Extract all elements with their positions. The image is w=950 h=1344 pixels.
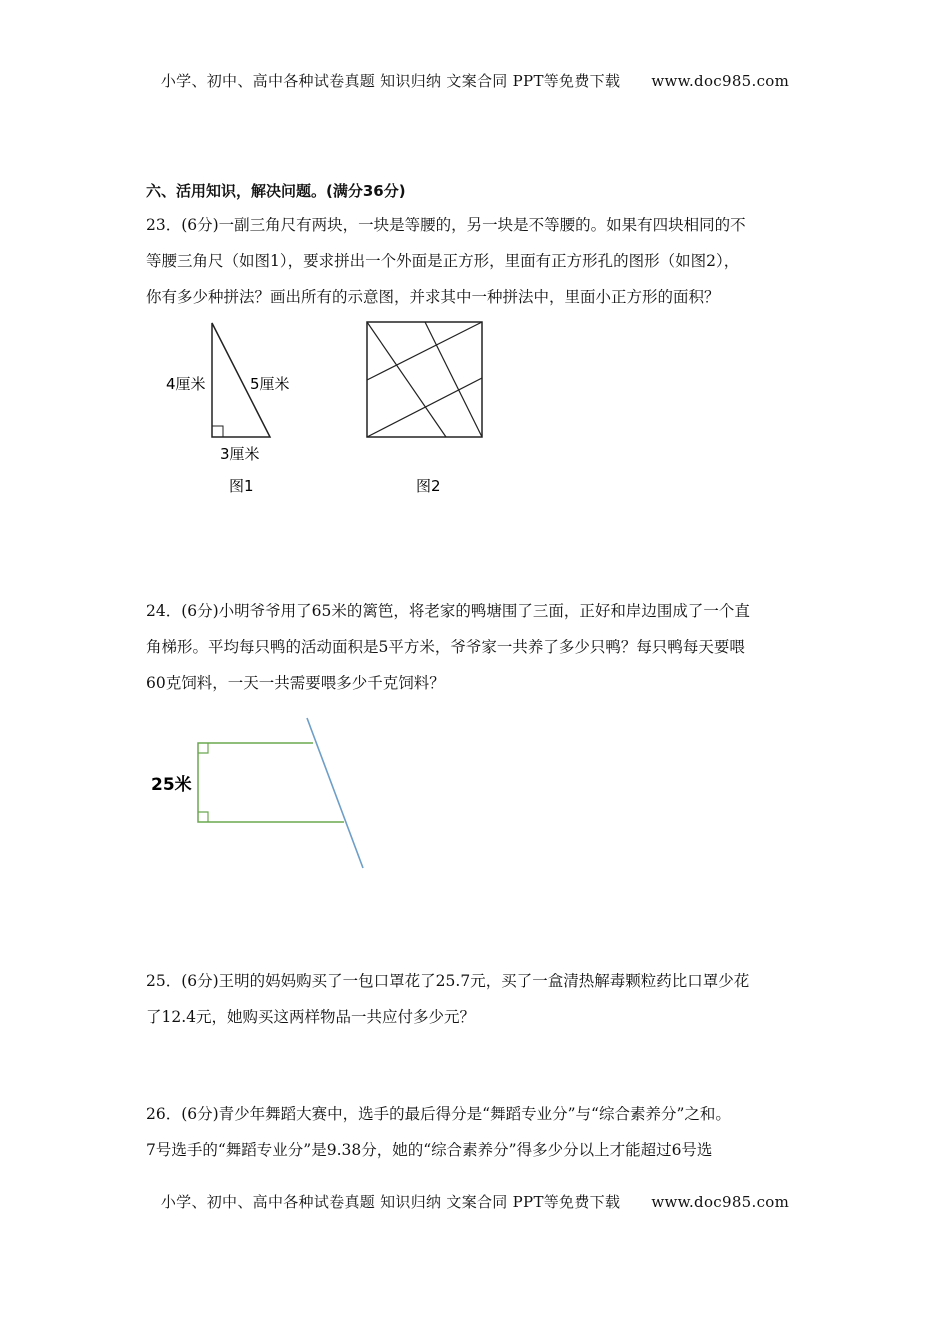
fence: [198, 743, 344, 822]
q25-line: 了12.4元，她购买这两样物品一共应付多少元？: [146, 1008, 476, 1026]
footer-site: www.doc985.com: [651, 1193, 790, 1211]
header-text: 小学、初中、高中各种试卷真题 知识归纳 文案合同 PPT等免费下载: [160, 72, 621, 90]
section-title: 六、活用知识，解决问题。(满分36分): [146, 182, 406, 200]
q24-line: 60克饲料，一天一共需要喂多少千克饲料？: [146, 674, 445, 692]
q23-line: 等腰三角尺（如图1），要求拼出一个外面是正方形，里面有正方形孔的图形（如图2），: [146, 252, 740, 270]
question-24: [146, 593, 806, 701]
right-angle-mark: [198, 743, 208, 753]
side-c-label: 5厘米: [250, 375, 290, 393]
side-b-label: 3厘米: [220, 445, 260, 463]
shore-line: [307, 718, 363, 868]
q23-line: 23．(6分)一副三角尺有两块，一块是等腰的，另一块是不等腰的。如果有四块相同的不: [146, 216, 746, 234]
question-25: [146, 963, 806, 1035]
question-26: [146, 1096, 806, 1168]
page-header: [0, 70, 950, 91]
outer-square: [367, 322, 482, 437]
q24-line: 24．(6分)小明爷爷用了65米的篱笆，将老家的鸭塘围了三面，正好和岸边围成了一个直: [146, 602, 750, 620]
right-angle-mark: [212, 426, 223, 437]
q23-line: 你有多少种拼法？画出所有的示意图，并求其中一种拼法中，里面小正方形的面积？: [146, 288, 720, 306]
footer-text: 小学、初中、高中各种试卷真题 知识归纳 文案合同 PPT等免费下载: [160, 1193, 621, 1211]
q24-line: 角梯形。平均每只鸭的活动面积是5平方米，爷爷家一共养了多少只鸭？每只鸭每天要喂: [146, 638, 745, 656]
page-footer: [0, 1191, 950, 1212]
question-23: [146, 207, 806, 315]
inner-line: [367, 322, 482, 380]
figure-trapezoid: [145, 712, 375, 877]
height-label: 25米: [151, 775, 192, 795]
figure-2-caption: 图2: [416, 477, 441, 495]
side-a-label: 4厘米: [166, 375, 206, 393]
inner-line: [367, 378, 482, 437]
right-angle-mark: [198, 812, 208, 822]
q26-line: 26．(6分)青少年舞蹈大赛中，选手的最后得分是“舞蹈专业分”与“综合素养分”之和。: [146, 1105, 731, 1123]
q26-line: 7号选手的“舞蹈专业分”是9.38分，她的“综合素养分”得多少分以上才能超过6号选: [146, 1141, 713, 1159]
q25-line: 25．(6分)王明的妈妈购买了一包口罩花了25.7元，买了一盒清热解毒颗粒药比口罩少花: [146, 972, 750, 990]
figure-1-triangle: [160, 315, 310, 500]
figure-1-caption: 图1: [229, 477, 254, 495]
header-site: www.doc985.com: [651, 72, 790, 90]
figure-2-square: [360, 315, 490, 500]
